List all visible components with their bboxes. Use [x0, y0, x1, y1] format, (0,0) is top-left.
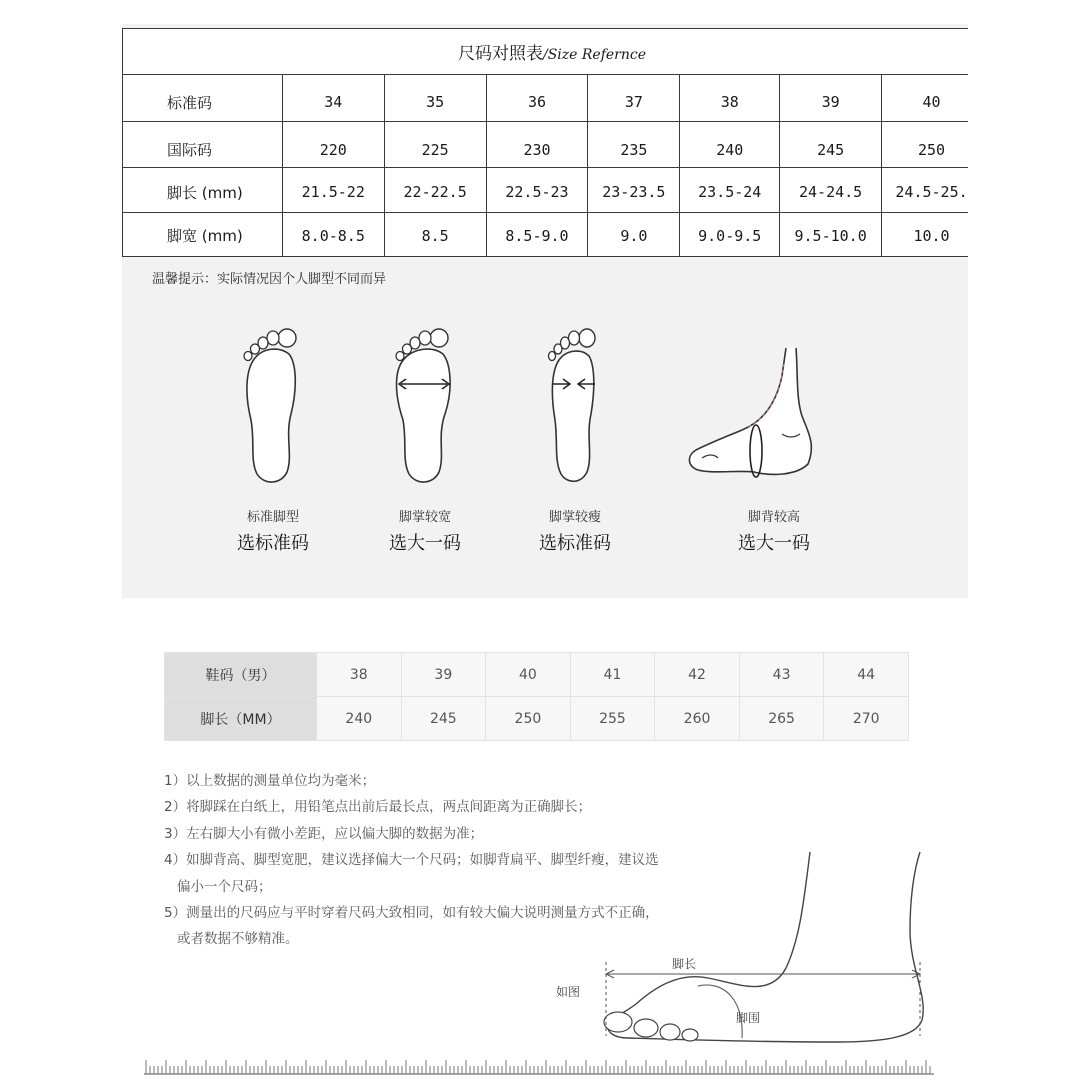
- table-cell: 240: [317, 697, 402, 741]
- table-cell: 43: [739, 653, 824, 697]
- table-cell: 39: [780, 75, 882, 122]
- table-cell: 9.5-10.0: [780, 213, 882, 257]
- table-cell: 9.0: [588, 213, 680, 257]
- table-cell: 38: [317, 653, 402, 697]
- table-cell: 23-23.5: [588, 168, 680, 213]
- standard-foot-icon: [233, 324, 313, 484]
- table-cell: 250: [882, 122, 968, 168]
- foot-type-standard: [203, 324, 343, 555]
- table-cell: 250: [486, 697, 571, 741]
- table-cell: 41: [570, 653, 655, 697]
- foot-type-narrow: [505, 324, 645, 555]
- size-reference-panel: [122, 24, 968, 598]
- note-line: 4）如脚背高、脚型宽肥，建议选择偏大一个尺码；如脚背扁平、脚型纤瘦，建议选: [164, 852, 659, 869]
- table-cell: 24.5-25.: [882, 168, 968, 213]
- table-cell: 24-24.5: [780, 168, 882, 213]
- foot-type-label: 脚掌较宽: [398, 510, 451, 525]
- table-cell: 40: [486, 653, 571, 697]
- row-header: 脚宽 (mm): [123, 213, 283, 257]
- size-reference-table: [122, 28, 968, 257]
- girth-label: 脚围: [736, 1011, 761, 1025]
- table-row-international-size: [123, 122, 969, 168]
- table-cell: 36: [486, 75, 588, 122]
- table-cell: 8.5: [384, 213, 486, 257]
- toe: [682, 1029, 698, 1041]
- foot-type-advice: 选标准码: [539, 533, 611, 554]
- row-header: 鞋码（男）: [165, 653, 317, 697]
- table-cell: 9.0-9.5: [680, 213, 780, 257]
- length-label: 脚长: [672, 957, 697, 971]
- table-title-cn: 尺码对照表: [457, 44, 543, 64]
- table-row-men-shoe-size: [165, 653, 909, 697]
- foot-type-label: 脚掌较瘦: [548, 510, 601, 525]
- foot-type-high-instep: [684, 324, 864, 555]
- row-header: 国际码: [123, 122, 283, 168]
- table-cell: 230: [486, 122, 588, 168]
- note-line: 或者数据不够精准。: [177, 931, 299, 948]
- ruler: [144, 1056, 934, 1080]
- foot-measurement-diagram: [548, 850, 948, 1060]
- table-cell: 10.0: [882, 213, 968, 257]
- table-cell: 270: [824, 697, 909, 741]
- note-line: 5）测量出的尺码应与平时穿着尺码大致相同，如有较大偏大说明测量方式不正确，: [164, 905, 659, 922]
- table-cell: 23.5-24: [680, 168, 780, 213]
- table-row-foot-length: [123, 168, 969, 213]
- note-line: 2）将脚踩在白纸上，用铅笔点出前后最长点，两点间距离为正确脚长；: [164, 799, 592, 816]
- foot-type-advice: 选大一码: [389, 533, 461, 554]
- high-instep-foot-icon: [684, 324, 864, 484]
- table-title-row: [123, 29, 969, 75]
- table-cell: 245: [401, 697, 486, 741]
- tip-text: 温馨提示：实际情况因个人脚型不同而异: [152, 272, 387, 287]
- table-cell: 40: [882, 75, 968, 122]
- table-row-foot-width: [123, 213, 969, 257]
- table-cell: 245: [780, 122, 882, 168]
- table-cell: 21.5-22: [282, 168, 384, 213]
- foot-type-wide: [355, 324, 495, 555]
- men-size-table: [164, 652, 909, 741]
- table-cell: 8.0-8.5: [282, 213, 384, 257]
- foot-outline: [608, 852, 924, 1042]
- table-cell: 240: [680, 122, 780, 168]
- table-cell: 22-22.5: [384, 168, 486, 213]
- foot-type-advice: 选大一码: [738, 533, 810, 554]
- table-cell: 255: [570, 697, 655, 741]
- table-cell: 38: [680, 75, 780, 122]
- row-header: 脚长（MM）: [165, 697, 317, 741]
- table-cell: 220: [282, 122, 384, 168]
- table-cell: 8.5-9.0: [486, 213, 588, 257]
- table-cell: 42: [655, 653, 740, 697]
- toe: [634, 1019, 658, 1037]
- note-line: 3）左右脚大小有微小差距，应以偏大脚的数据为准；: [164, 825, 484, 842]
- row-header: 脚长 (mm): [123, 168, 283, 213]
- table-cell: 260: [655, 697, 740, 741]
- table-cell: 44: [824, 653, 909, 697]
- table-cell: 39: [401, 653, 486, 697]
- foot-type-label: 标准脚型: [246, 510, 299, 525]
- table-cell: 235: [588, 122, 680, 168]
- wide-foot-icon: [385, 324, 465, 484]
- table-row-standard-size: [123, 75, 969, 122]
- foot-type-advice: 选标准码: [237, 533, 309, 554]
- table-title-en: /Size Refernce: [542, 47, 647, 63]
- table-cell: 265: [739, 697, 824, 741]
- note-line: 1）以上数据的测量单位均为毫米；: [164, 773, 376, 789]
- table-row-men-foot-length: [165, 697, 909, 741]
- row-header: 标准码: [123, 75, 283, 122]
- example-label: 如图: [556, 985, 581, 999]
- foot-type-label: 脚背较高: [747, 510, 800, 525]
- toe: [660, 1024, 680, 1040]
- table-title: [123, 29, 969, 75]
- narrow-foot-icon: [535, 324, 615, 484]
- table-cell: 225: [384, 122, 486, 168]
- toe: [604, 1012, 632, 1032]
- table-cell: 34: [282, 75, 384, 122]
- table-cell: 22.5-23: [486, 168, 588, 213]
- table-cell: 37: [588, 75, 680, 122]
- table-cell: 35: [384, 75, 486, 122]
- note-line: 偏小一个尺码；: [177, 878, 272, 895]
